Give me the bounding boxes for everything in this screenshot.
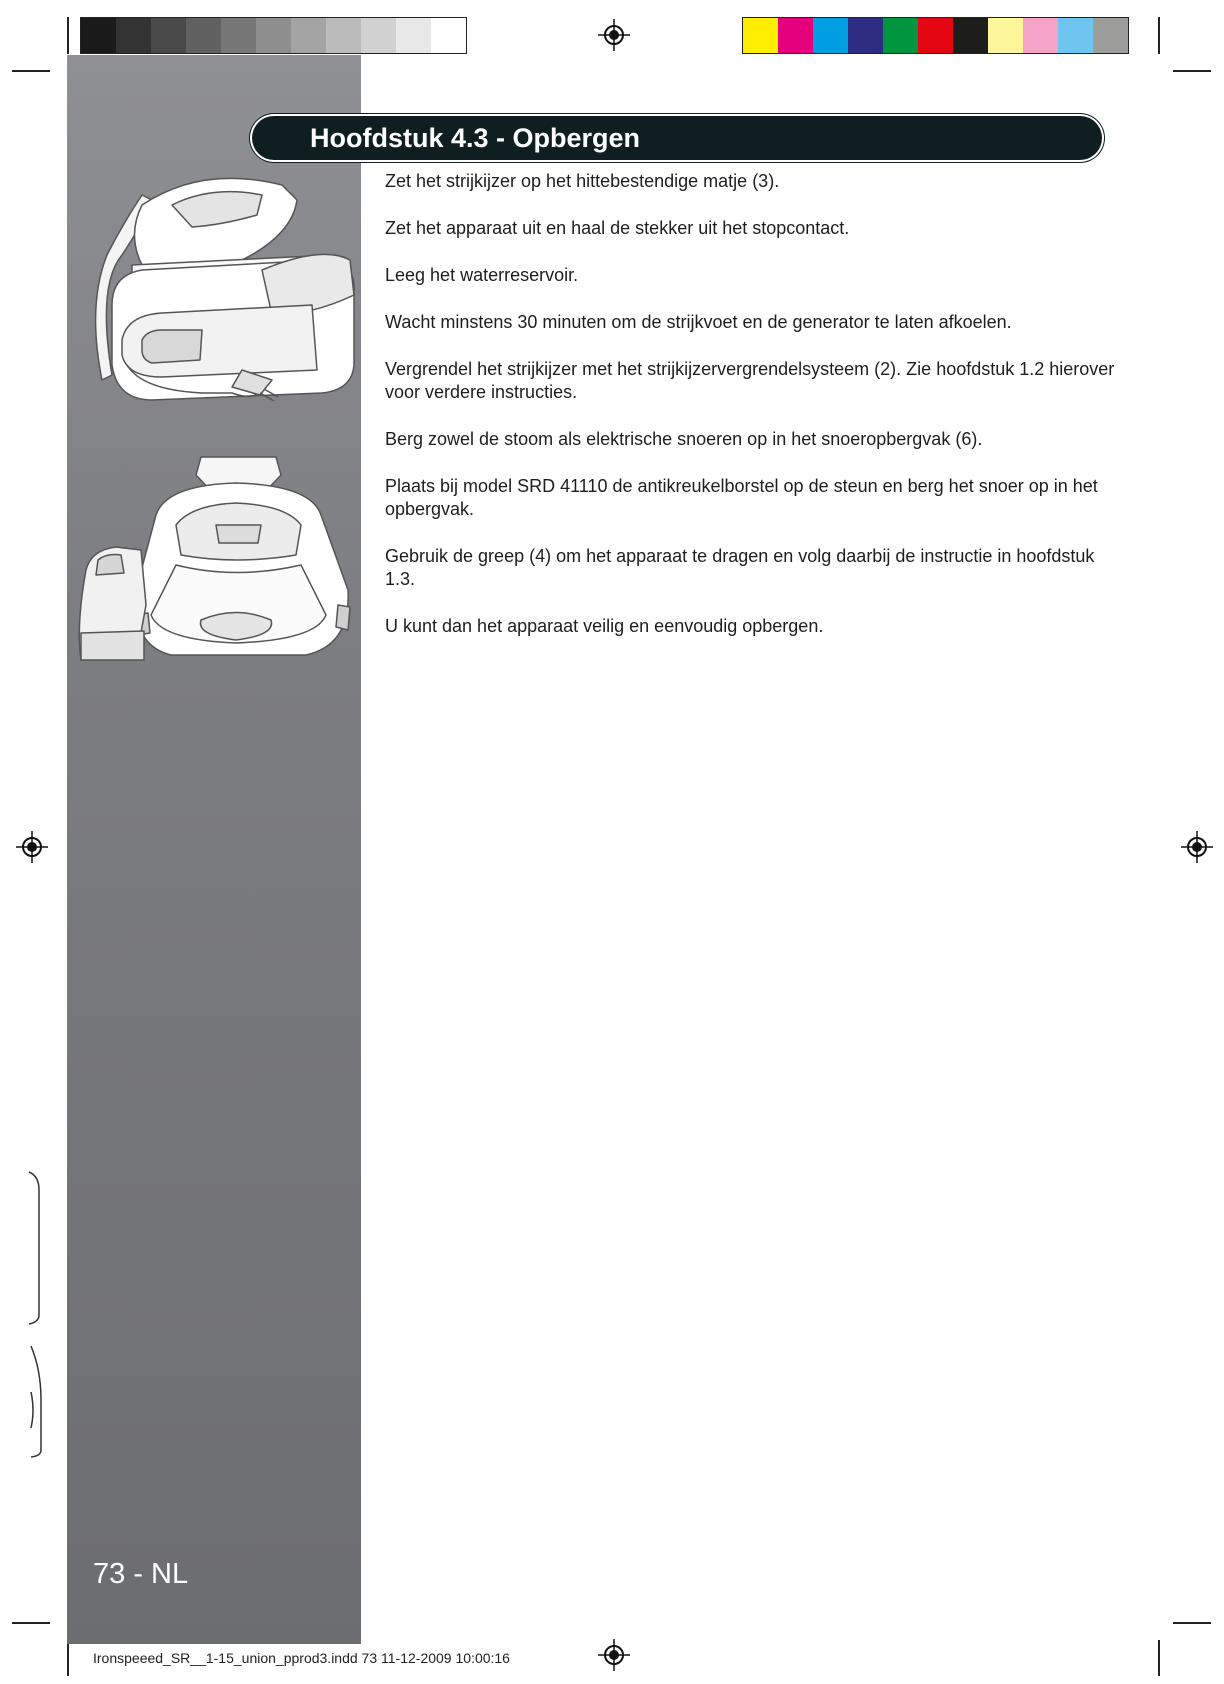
- color-swatch: [813, 18, 848, 53]
- chapter-heading: Hoofdstuk 4.3 - Opbergen: [310, 123, 641, 153]
- color-swatch: [256, 18, 291, 53]
- color-swatch: [221, 18, 256, 53]
- instruction-paragraph: Gebruik de greep (4) om het apparaat te dragen en volg daarbij de instructie in hoofdstuk 1.3.: [385, 546, 1095, 589]
- registration-mark-icon: [597, 18, 631, 52]
- instruction-paragraph: Zet het strijkijzer op het hittebestendige matje (3).: [385, 171, 780, 191]
- instruction-list: [385, 170, 1115, 662]
- instruction-paragraph: Leeg het waterreservoir.: [385, 265, 579, 285]
- registration-mark-icon: [1180, 830, 1214, 864]
- color-swatch: [778, 18, 813, 53]
- color-swatch: [291, 18, 326, 53]
- color-swatch: [151, 18, 186, 53]
- instruction-paragraph: Wacht minstens 30 minuten om de strijkvoet en de generator te laten afkoelen.: [385, 312, 1012, 332]
- binding-mark: [25, 1170, 45, 1460]
- color-swatch: [186, 18, 221, 53]
- instruction-paragraph: Berg zowel de stoom als elektrische snoeren op in het snoeropbergvak (6).: [385, 429, 983, 449]
- instruction-paragraph: U kunt dan het apparaat veilig en eenvoudig opbergen.: [385, 616, 824, 636]
- color-swatch: [1023, 18, 1058, 53]
- color-swatch: [116, 18, 151, 53]
- color-swatch: [918, 18, 953, 53]
- steam-generator-side-view-icon: [82, 165, 357, 405]
- color-swatch: [1058, 18, 1093, 53]
- registration-mark-icon: [597, 1638, 631, 1672]
- page-number: 73 - NL: [93, 1558, 189, 1590]
- registration-mark-icon: [15, 830, 49, 864]
- instruction-paragraph: Plaats bij model SRD 41110 de antikreukelborstel op de steun en berg het snoer op in het opbergvak.: [385, 476, 1098, 519]
- color-swatch: [743, 18, 778, 53]
- color-swatch: [81, 18, 116, 53]
- color-swatch: [988, 18, 1023, 53]
- color-swatch: [396, 18, 431, 53]
- color-swatch: [953, 18, 988, 53]
- instruction-paragraph: Vergrendel het strijkijzer met het strijkijzervergrendelsysteem (2). Zie hoofdstuk 1.2 hierover voor verdere instructies.: [385, 359, 1115, 402]
- cmyk-color-bar: [742, 17, 1129, 54]
- crop-mark: [12, 1622, 50, 1624]
- steam-generator-front-view-icon: [76, 455, 361, 665]
- color-swatch: [848, 18, 883, 53]
- crop-mark: [1158, 1640, 1160, 1676]
- crop-mark: [1173, 1622, 1211, 1624]
- crop-mark: [12, 70, 50, 72]
- color-swatch: [431, 18, 466, 53]
- crop-mark: [1158, 17, 1160, 54]
- print-slug: Ironspeeed_SR__1-15_union_pprod3.indd 73 11-12-2009 10:00:16: [93, 1650, 510, 1666]
- crop-mark: [67, 1640, 69, 1676]
- color-swatch: [1093, 18, 1128, 53]
- greyscale-color-bar: [80, 17, 467, 54]
- crop-mark: [67, 17, 69, 54]
- color-swatch: [361, 18, 396, 53]
- color-swatch: [326, 18, 361, 53]
- crop-mark: [1173, 70, 1211, 72]
- instruction-paragraph: Zet het apparaat uit en haal de stekker uit het stopcontact.: [385, 218, 850, 238]
- color-swatch: [883, 18, 918, 53]
